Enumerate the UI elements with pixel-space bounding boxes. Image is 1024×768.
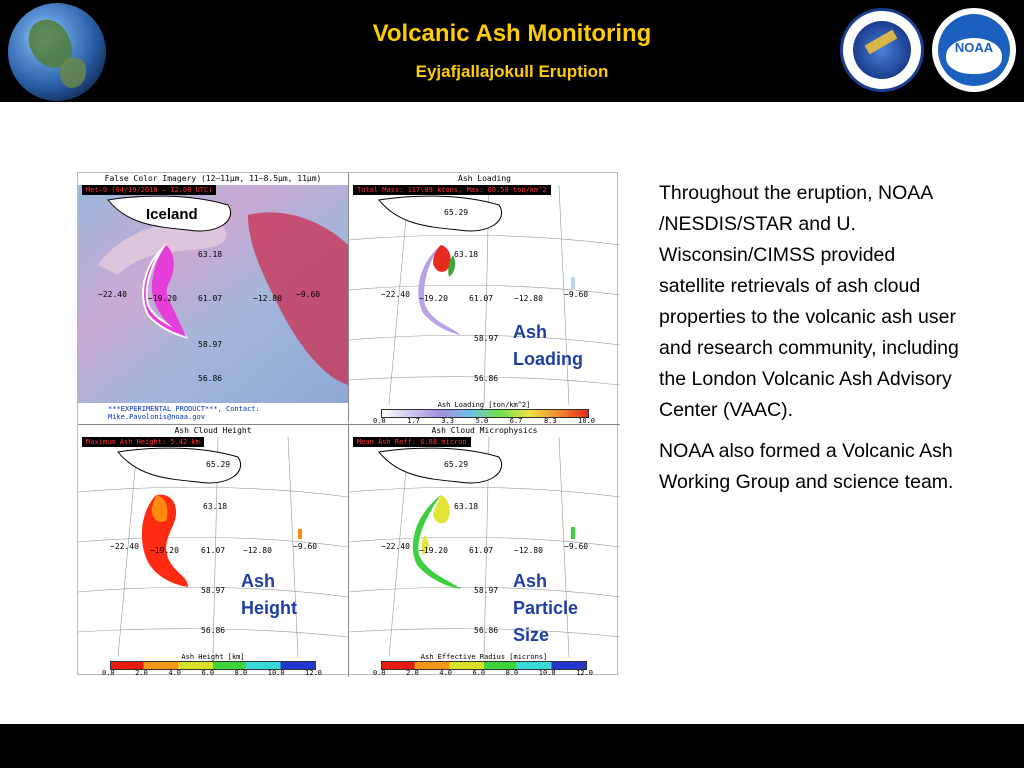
colorbar-ticks [373,669,593,677]
lat-label: 58.97 [474,334,499,343]
lat-label: 58.97 [474,586,499,595]
lat-label: 56.86 [198,374,223,383]
colorbar-tick: 4.0 [439,669,452,677]
lon-label: −22.40 [98,290,127,299]
colorbar-tick: 10.0 [578,417,595,423]
lat-label: 65.29 [444,460,469,469]
colorbar-label: Ash Height [km] [181,653,245,661]
ash-loading-label: Ash Loading [513,322,583,369]
footer-bar [0,724,1024,768]
colorbar-label: Ash Effective Radius [microns] [420,653,548,661]
colorbar-ticks [373,417,595,423]
lat-label: 63.18 [454,250,479,259]
iceland-label: Iceland [146,206,198,223]
false-color-panel [78,173,348,423]
panel-title: Ash Cloud Microphysics [431,426,538,435]
colorbar-tick: 5.0 [475,417,489,423]
colorbar-tick: 10.0 [538,669,556,677]
lon-label: −19.20 [419,546,448,555]
noaa-nesdis-star-logo [840,8,924,92]
lat-label: 58.97 [198,340,223,349]
colorbar-label: Ash Loading [ton/km^2] [437,401,531,409]
ash-height-map [78,437,348,657]
colorbar-tick: 12.0 [576,669,593,677]
panel-info: Mean Ash Reff: 6.88 micron [353,437,471,447]
panel-info: Maximum Ash Height: 5.42 km [82,437,204,447]
header-bar [0,0,1024,102]
colorbar-tick: 2.0 [406,669,419,677]
noaa-logo: NOAA [932,8,1016,92]
lon-label: −19.20 [150,546,179,555]
panel-title: Ash Cloud Height [174,426,252,435]
panel-info: Total Mass: 117.89 ktons, Max: 80.59 ton/km^2 [353,185,551,195]
panel-title: Ash Loading [458,174,511,183]
lon-label: −12.80 [253,294,282,303]
lat-label: 65.29 [206,460,231,469]
lat-label: 63.18 [454,502,479,511]
paragraph-1: Throughout the eruption, NOAA /NESDIS/STAR and U. Wisconsin/CIMSS provided satellite retrievals of ash cloud properties to the volcanic ash user and research community, including the London Volcanic Ash Advisory Center (VAAC). [659,182,959,421]
colorbar-tick: 0.0 [373,669,386,677]
lon-label: −22.40 [381,542,410,551]
lon-label: −22.40 [110,542,139,551]
lon-label: −22.40 [381,290,410,299]
colorbar-tick: 1.7 [407,417,420,423]
colorbar-tick: 6.0 [472,669,486,677]
paragraph-2: NOAA also formed a Volcanic Ash Working Group and science team. [659,440,954,493]
colorbar-tick: 2.0 [135,669,148,677]
ash-loading-panel [348,173,620,423]
colorbar-ticks [102,669,322,677]
ash-particle-size-label: Ash Particle Size [513,571,579,645]
colorbar-tick: 8.3 [543,417,557,423]
lat-label: 56.86 [474,626,499,635]
contact-note: ***EXPERIMENTAL PRODUCT***, Contact: Mike.Pavolonis@noaa.gov [108,405,260,421]
colorbar-tick: 6.0 [201,669,215,677]
lat-label: 65.29 [444,208,469,217]
body-text [659,178,959,508]
ash-height-panel [78,424,348,677]
lon-label: −9.60 [296,290,321,299]
colorbar-tick: 0.0 [373,417,386,423]
lat-label: 63.18 [198,250,223,259]
lon-label: −19.20 [148,294,177,303]
lat-label: 56.86 [474,374,499,383]
colorbar-tick: 12.0 [305,669,322,677]
lon-label: −9.60 [564,290,589,299]
lat-label: 63.18 [203,502,228,511]
colorbar-tick: 10.0 [267,669,285,677]
false-color-map [78,185,348,417]
colorbar-tick: 0.0 [102,669,115,677]
earth-globe-icon [8,3,106,101]
colorbar-tick: 6.7 [509,417,523,423]
colorbar-tick: 8.0 [234,669,248,677]
ash-height-label: Ash Height [241,571,297,618]
lon-label: −19.20 [419,294,448,303]
lat-label: 58.97 [201,586,226,595]
colorbar-tick: 3.3 [441,417,455,423]
lat-label: 56.86 [201,626,226,635]
colorbar-tick: 8.0 [505,669,519,677]
lon-label: −12.80 [243,546,272,555]
lat-label: 61.07 [469,294,494,303]
panel-title: False Color Imagery (12–11µm, 11–8.5µm, 11µm) [104,174,322,183]
lon-label: −12.80 [514,546,543,555]
lon-label: −12.80 [514,294,543,303]
satellite-figure [77,172,618,675]
colorbar-tick: 4.0 [168,669,181,677]
lon-label: −9.60 [293,542,318,551]
lat-label: 61.07 [201,546,226,555]
slide-title: Volcanic Ash Monitoring [372,20,652,47]
panel-info: Met–9 (04/19/2010 – 12:00 UTC) [82,185,216,195]
microphysics-panel [348,424,620,677]
slide-subtitle: Eyjafjallajokull Eruption [415,62,609,81]
lon-label: −9.60 [564,542,589,551]
lat-label: 61.07 [469,546,494,555]
lat-label: 61.07 [198,294,223,303]
